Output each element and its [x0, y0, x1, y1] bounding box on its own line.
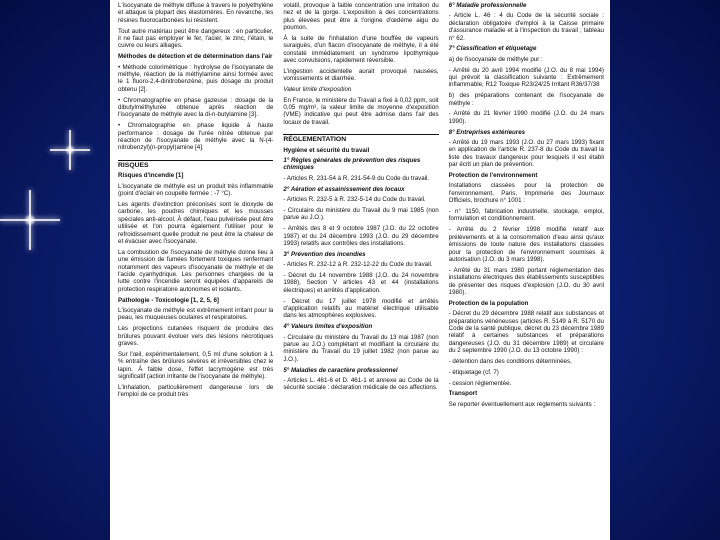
column-1 — [118, 2, 273, 540]
paragraph: L'isocyanate de méthyle diffuse à travers le polyéthylène et attaque la plupart des élastomères. En revanche, les résines fluorocarbonées lui résistent. — [118, 2, 274, 24]
document-page — [110, 0, 610, 540]
paragraph: - Décret du 29 décembre 1988 relatif aux substances et préparations vénéneuses (articles R. 5149 à R. 5170 du Code de la santé publique, décret du 23 décembre 1989 relatif à certaines substances et préparations dangereuses (J.O. du 31 décembre 1989) et circulaire du 2 septembre 1990 (J.O. du 13 octobre 1990) : — [448, 310, 604, 355]
section-heading: Pathologie - Toxicologie [1, 2, 5, 6] — [118, 296, 219, 304]
section-heading: Protection de l'environnement — [448, 172, 538, 180]
paragraph: Les agents d'extinction préconisés sont le dioxyde de carbone, les poudres chimiques et les mousses spéciales anti-alcool. À défaut, l'eau pulvérisée peut être utilisée et l'on pourra également l'utiliser pour le refroidissement quelle produit ne peut être la chaleur de et évacuer avec l'isocyanate. — [118, 200, 274, 245]
subsection-heading: 3° Prévention des incendies — [283, 250, 366, 258]
paragraph: volatil, provoque à faible concentration une irritation du nez et de la gorge. L'exposition à des concentrations plus élevées peut être à l'origine d'œdème aigu du poumon. — [283, 2, 439, 32]
paragraph: - Article L. 46 : 4 du Code de la sécurité sociale : déclaration obligatoire d'emploi à la Caisse primaire d'assurance maladie et à l'inspection du travail ; tableau n° 62. — [448, 12, 604, 42]
section-heading: Méthodes de détection et de détermination dans l'air — [118, 53, 273, 61]
subsection-heading: 5° Maladies de caractère professionnel — [283, 366, 398, 374]
subsection-heading: 1° Règles générales de prévention des risques chimiques — [283, 157, 421, 172]
paragraph: - Arrêté du 19 mars 1993 (J.O. du 27 mars 1993) fixant en application de l'article R. 237-8 du Code du travail la liste des travaux dangereux pour lesquels il est établi par écrit un plan de prévention. — [448, 139, 604, 169]
paragraph: - détention dans des conditions déterminées, — [448, 357, 572, 365]
section-heading: Risques d'incendie [1] — [118, 172, 184, 180]
paragraph: • Méthode colorimétrique : hydrolyse de l'isocyanate de méthyle, réaction de la méthylamine ainsi formée avec le 1 fluoro-2,4-dinitrobenzène, puis dosage du produit obtenu [2]. — [118, 63, 274, 93]
sparkle-decoration — [50, 130, 90, 170]
subsection-heading: 6° Maladie professionnelle — [448, 2, 527, 9]
paragraph: - Décret du 17 juillet 1978 modifié et arrêtés d'application relatifs au matériel électrique utilisable dans les atmosphères explosives. — [283, 297, 439, 320]
paragraph: b) des préparations contenant de l'isocyanate de méthyle : — [448, 92, 604, 107]
chapter-heading: RÉGLEMENTATION — [283, 134, 438, 143]
paragraph: La combustion de l'isocyanate de méthyle donne lieu à une émission de fumées fortement toxiques renfermant notamment des vapeurs d'isocyanate de méthyle et de l'acide cyanhydrique. Les personnes chargées de la lutte contre l'incendie seront équipées d'appareils de protection respiratoire autonomes et isolants. — [118, 248, 274, 293]
paragraph: - cession réglementée. — [448, 379, 512, 387]
paragraph: Les projections cutanées risquent de produire des brûlures pouvant évoluer vers des lésions nécrotiques graves. — [118, 325, 274, 347]
paragraph: L'isocyanate de méthyle est un produit très inflammable (point d'éclair en coupelle fermée : -7 °C). — [118, 182, 274, 198]
sparkle-decoration — [0, 190, 60, 250]
paragraph: En France, le ministère du Travail a fixé à 0,02 ppm, soit 0,05 mg/m³, la valeur limite de moyenne d'exposition (VME) indicative qui peut être admise dans l'air des locaux de travail. — [283, 96, 439, 126]
paragraph: L'inhalation, particulièrement dangereuse lors de l'emploi de ce produit très — [118, 383, 274, 399]
paragraph: - Arrêté du 2 février 1998 modifié relatif aux prélèvements et à la consommation d'eau ainsi qu'aux émissions de toute nature des installations classées pour la protection de l'environnement soumises à autorisation (J.O. du 3 mars 1998). — [448, 226, 604, 263]
paragraph: À la suite de l'inhalation d'une bouffée de vapeurs suraiguës, d'un flacon d'isocyanate de méthyle, il a été constaté immédiatement un syndrome lipothymique avec convulsions, rapidement réversible. — [283, 35, 439, 65]
paragraph: - Arrêté du 21 février 1990 modifié (J.O. du 24 mars 1990). — [448, 110, 604, 125]
subsection-heading: 2° Aération et assainissement des locaux — [283, 185, 405, 193]
paragraph: - Articles R. 232-5 à R. 232-5-14 du Code du travail. — [283, 196, 426, 204]
paragraph: - Articles R. 231-54 à R. 231-54-9 du Code du travail. — [283, 174, 430, 182]
paragraph: - Circulaire du ministère du Travail du 9 mai 1985 (non parue au J.O.). — [283, 206, 439, 222]
paragraph: - Circulaire du ministère du Travail du 13 mai 1987 (non parue au J.O.) complétant et modifiant la circulaire du ministère du Travail du 19 juillet 1982 (non parue au J.O.). — [283, 333, 439, 363]
paragraph: - Articles R. 232-12 à R. 232-12-22 du Code du travail. — [283, 261, 433, 269]
paragraph: Installations classées pour la protection de l'environnement, Paris, Imprimerie des Journaux Officiels, brochure n° 1001 : — [448, 182, 604, 205]
subsection-heading: 4° Valeurs limites d'exposition — [283, 323, 373, 331]
paragraph: L'isocyanate de méthyle est extrêmement irritant pour la peau, les muqueuses oculaires et respiratoires. — [118, 306, 274, 322]
paragraph: - Articles L. 461-6 et D. 461-1 et annexe au Code de la sécurité sociale : déclaration médicale de ces affections. — [283, 376, 439, 392]
paragraph: Tout autre matériau peut être dangereux : en particulier, il ne faut pas employer le fer, l'acier, le zinc, l'étain, le cuivre ou leurs alliages. — [118, 27, 274, 50]
paragraph: - Décret du 14 novembre 1988 (J.O. du 24 novembre 1988), Section V articles 43 et 44 (installations électriques) et arrêtés d'application. — [283, 271, 439, 294]
paragraph: - Arrêté du 31 mars 1980 portant réglementation des installations électriques des établissements susceptibles de présenter des risques d'explosion (J.O. du 30 avril 1980). — [448, 266, 604, 296]
paragraph: Se reporter éventuellement aux règlements suivants : — [448, 400, 596, 408]
chapter-heading: RISQUES — [118, 160, 273, 169]
paragraph: - Arrêtés des 8 et 9 octobre 1987 (J.O. du 22 octobre 1987) et du 24 décembre 1993 (J.O. du 29 décembre 1993) relatifs aux contrôles des installations. — [283, 225, 439, 247]
column-2 — [283, 2, 438, 540]
paragraph: a) de l'isocyanate de méthyle pur : — [448, 55, 543, 63]
section-heading: Hygiène et sécurité du travail — [283, 146, 370, 154]
paragraph: Sur l'œil, expérimentalement, 0,5 ml d'une solution à 1 % entraîne des brûlures sévères et irréversibles chez le lapin. À faible dose, l'effet lacrymogène est très significatif (action irritante de l'isocyanate de méthyle). — [118, 350, 274, 380]
paragraph: L'ingestion accidentelle aurait provoqué nausées, vomissements et diarrhée. — [283, 68, 439, 83]
subsection-heading: Valeur limite d'exposition — [283, 86, 352, 94]
subsection-heading: 7° Classification et étiquetage — [448, 45, 537, 53]
column-3 — [449, 2, 604, 540]
section-heading: Protection de la population — [448, 299, 529, 307]
section-heading: Transport — [448, 390, 478, 398]
paragraph: • Chromatographie en phase gazeuse : dosage de la dibutylméthylurée obtenue après réaction de l'isocyanate de méthyle avec la di-n-butylamine [3]. — [118, 96, 274, 119]
paragraph: • Chromatographie en phase liquide à haute performance : dosage de l'urée nitrée obtenue par réaction de l'isocyanate de méthyle avec la N-(4-nitrobenzyl)(n-propyl)amine [4]. — [118, 122, 274, 152]
paragraph: - n° 1150, fabrication industrielle, stockage, emploi, formulation et conditionnement. — [448, 208, 604, 223]
paragraph: - Arrêté du 20 avril 1994 modifié (J.O. du 8 mai 1994) qui prévoit la classification suivante : Extrêmement inflammable, R12 Toxique R23/24/25 Irritant R36/37/38 — [448, 66, 604, 89]
subsection-heading: 8° Entreprises extérieures — [448, 128, 526, 136]
paragraph: - étiquetage (cf. 7) — [448, 368, 499, 376]
